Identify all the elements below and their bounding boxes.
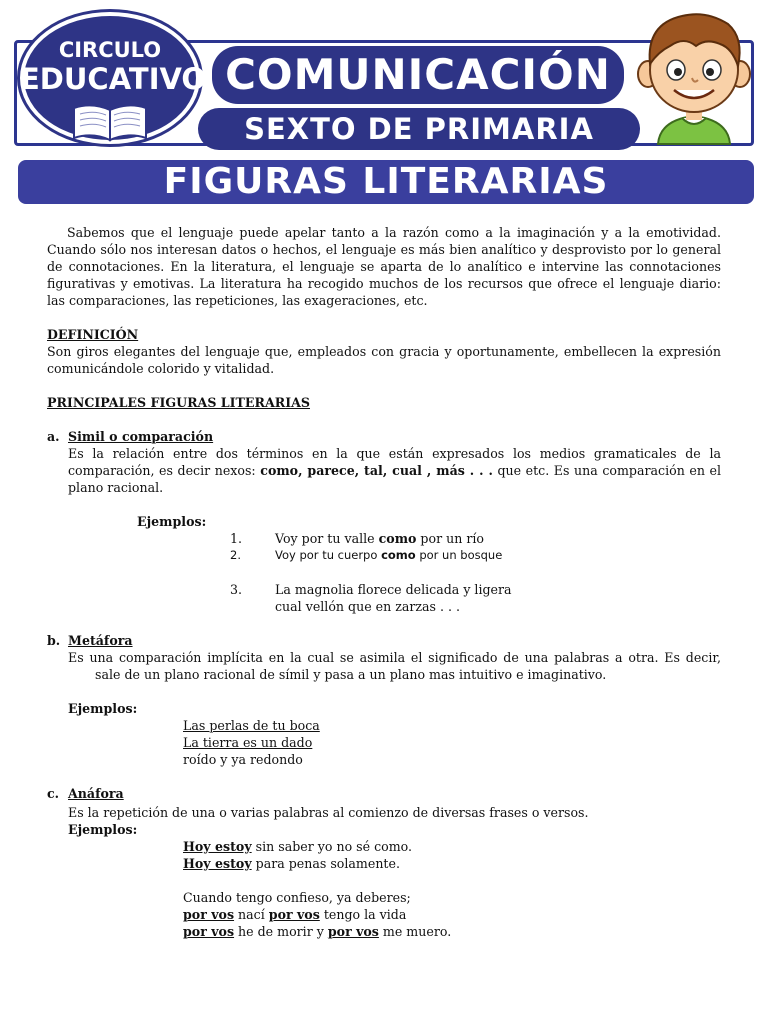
example-number: 1. [230,531,243,546]
anafora-example: por vos he de morir y por vos me muero. [183,924,452,939]
anafora-heading [47,785,721,802]
simil-nexos: como, parece, tal, cual , más . . . [260,463,493,478]
example-text: Voy por tu valle como por un río [275,531,484,546]
simil-example-3-line-2 [47,598,721,615]
anafora-letter: c. [47,786,60,801]
anafora-example: Cuando tengo confieso, ya deberes; [183,890,411,905]
example-number: 2. [230,548,241,562]
metafora-text-line-1: Es una comparación implícita en la cual se asimila el significado de una palabras a otra. Es decir, [68,650,721,665]
subject-banner: COMUNICACIÓN [212,46,624,104]
child-illustration [636,8,752,148]
simil-title: Simil o comparación [68,429,214,444]
anafora-title: Anáfora [68,786,124,801]
example-text: La magnolia florece delicada y ligera [275,582,512,597]
anafora-example: Hoy estoy para penas solamente. [183,856,400,871]
metafora-examples-label [47,700,721,717]
simil-text-after: que etc. Es una comparación en el plano racional. [68,463,722,495]
definition-text: Son giros elegantes del lenguaje que, empleados con gracia y oportunamente, embellecen la expresión comunicándole colorido y vitalidad. [47,344,721,376]
metafora-example: Las perlas de tu boca [183,718,320,733]
simil-example-1 [47,530,721,547]
definition-heading: DEFINICIÓN [47,327,139,342]
metafora-example: La tierra es un dado [183,735,313,750]
metafora-title: Metáfora [68,633,133,648]
anafora-example: Hoy estoy sin saber yo no sé como. [183,839,413,854]
page-title: FIGURAS LITERARIAS [18,160,754,204]
anafora-text: Es la repetición de una o varias palabras al comienzo de diversas frases o versos. [68,805,589,820]
metafora-example: roído y ya redondo [183,752,303,767]
grade-banner: SEXTO DE PRIMARIA [198,108,640,150]
simil-heading [47,428,721,445]
example-number: 3. [230,582,243,597]
metafora-example-list [47,717,721,768]
metafora-text-line-2: sale de un plano racional de símil y pasa a un plano mas intuitivo e imaginativo. [95,667,607,682]
simil-example-2 [47,547,721,564]
intro-paragraph: Sabemos que el lenguaje puede apelar tanto a la razón como a la imaginación y a la emotividad. Cuando sólo nos interesan datos o hechos, el lenguaje es más bien analítico y desprovisto por lo general de connotaciones. En la literatura, el lenguaje se aparta de lo analítico e intervine las connotaciones figurativas y emotivas. La literatura ha recogido muchos de los recursos que ofrece el lenguaje diario: las comparaciones, las repeticiones, las exageraciones, etc. [47,225,721,308]
document-body [47,224,721,940]
simil-text [47,445,721,496]
logo-line-1: CIRCULO [58,38,162,62]
examples-label: Ejemplos: [137,514,207,529]
metafora-letter: b. [47,633,61,648]
simil-text-before: Es la relación entre dos términos en la que están expresados los medios gramaticales de la comparación, es decir nexos: [68,446,721,478]
simil-examples-label [47,513,721,530]
simil-letter: a. [47,429,60,444]
book-icon [70,100,150,144]
anafora-example-list [47,838,721,940]
examples-label: Ejemplos: [68,701,138,716]
main-section-heading: PRINCIPALES FIGURAS LITERARIAS [47,395,310,410]
anafora-examples-label [47,821,721,838]
anafora-example: por vos nací por vos tengo la vida [183,907,407,922]
metafora-heading [47,632,721,649]
example-text: Voy por tu cuerpo como por un bosque [275,548,503,562]
simil-example-3 [47,581,721,598]
logo-line-2: EDUCATIVO [20,62,207,96]
example-text: cual vellón que en zarzas . . . [275,599,461,614]
examples-label: Ejemplos: [68,822,138,837]
